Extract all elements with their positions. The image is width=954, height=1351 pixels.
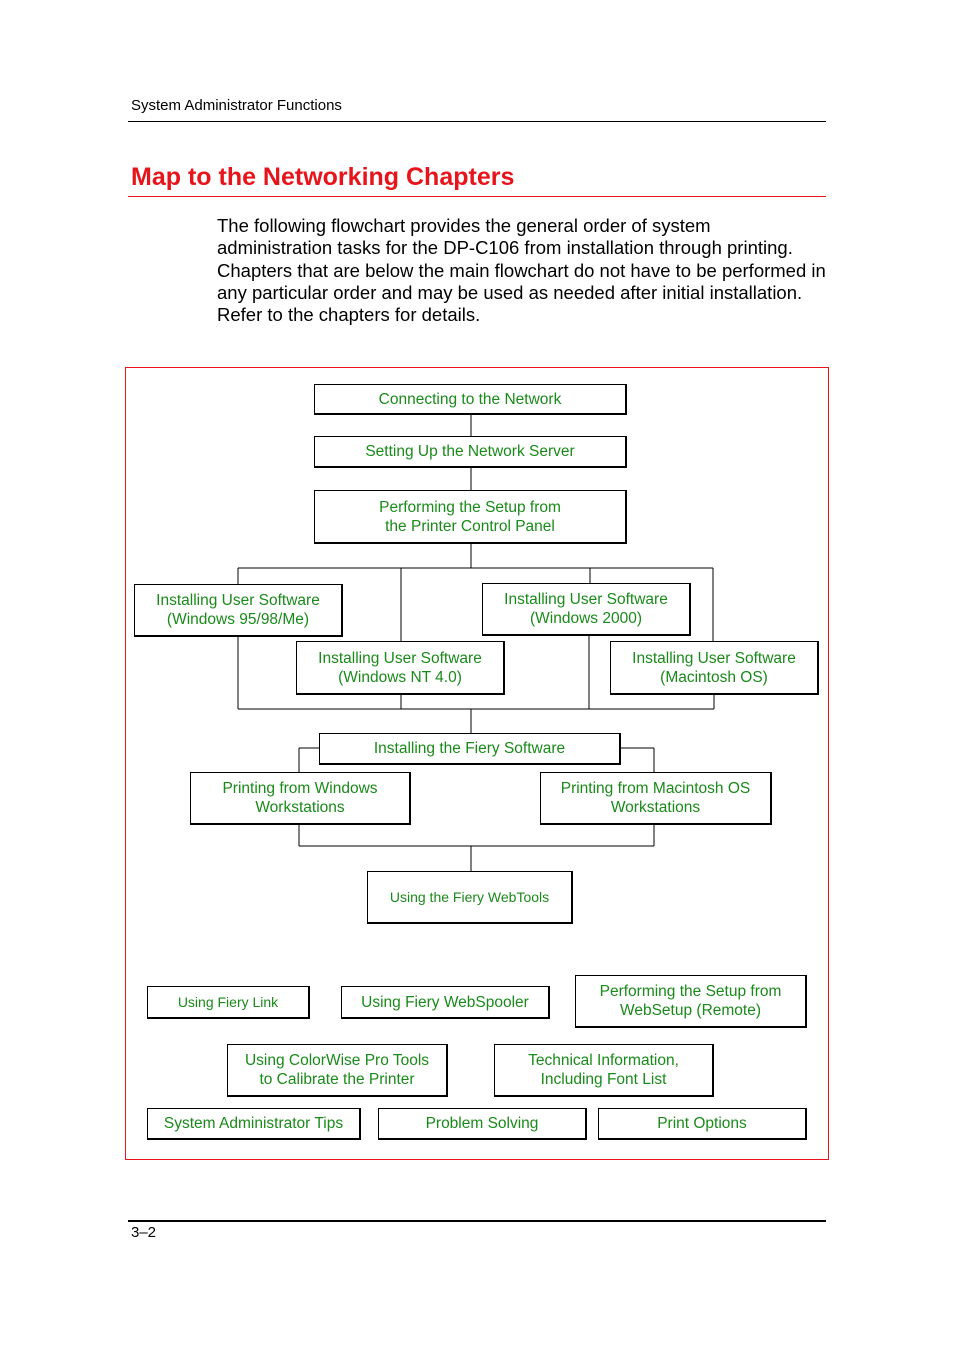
step-print-mac: Printing from Macintosh OS Workstations bbox=[540, 772, 772, 825]
chapter-technical-info: Technical Information, Including Font List bbox=[494, 1044, 714, 1097]
chapter-problem-solving: Problem Solving bbox=[378, 1108, 587, 1140]
chapter-fiery-link: Using Fiery Link bbox=[147, 986, 310, 1019]
step-install-fiery: Installing the Fiery Software bbox=[319, 733, 621, 765]
step-install-mac: Installing User Software (Macintosh OS) bbox=[610, 641, 819, 695]
step-connecting-network: Connecting to the Network bbox=[314, 384, 627, 415]
intro-paragraph: The following flowchart provides the general order of system administration tasks for the DP-C106 from installation through printing. Chapters that are below the main flowchart do not have to be performed in any particular order and may be used as needed after initial installation. Refer to the chapters for details. bbox=[217, 215, 826, 326]
step-fiery-webtools: Using the Fiery WebTools bbox=[367, 871, 573, 924]
chapter-colorwise: Using ColorWise Pro Tools to Calibrate the Printer bbox=[227, 1044, 448, 1097]
chapter-webspooler: Using Fiery WebSpooler bbox=[341, 986, 550, 1019]
page-number: 3–2 bbox=[131, 1224, 157, 1241]
step-install-winnt: Installing User Software (Windows NT 4.0) bbox=[296, 641, 505, 695]
step-install-win95: Installing User Software (Windows 95/98/Me) bbox=[134, 584, 343, 637]
footer-rule bbox=[128, 1220, 826, 1222]
step-print-windows: Printing from Windows Workstations bbox=[190, 772, 411, 825]
page-title: Map to the Networking Chapters bbox=[131, 163, 515, 191]
chapter-print-options: Print Options bbox=[598, 1108, 807, 1140]
step-install-win2000: Installing User Software (Windows 2000) bbox=[482, 583, 691, 636]
running-header: System Administrator Functions bbox=[131, 97, 342, 114]
step-network-server: Setting Up the Network Server bbox=[314, 436, 627, 468]
chapter-websetup: Performing the Setup from WebSetup (Remote) bbox=[575, 975, 807, 1028]
step-printer-control-panel: Performing the Setup from the Printer Control Panel bbox=[314, 490, 627, 544]
chapter-admin-tips: System Administrator Tips bbox=[147, 1108, 361, 1140]
